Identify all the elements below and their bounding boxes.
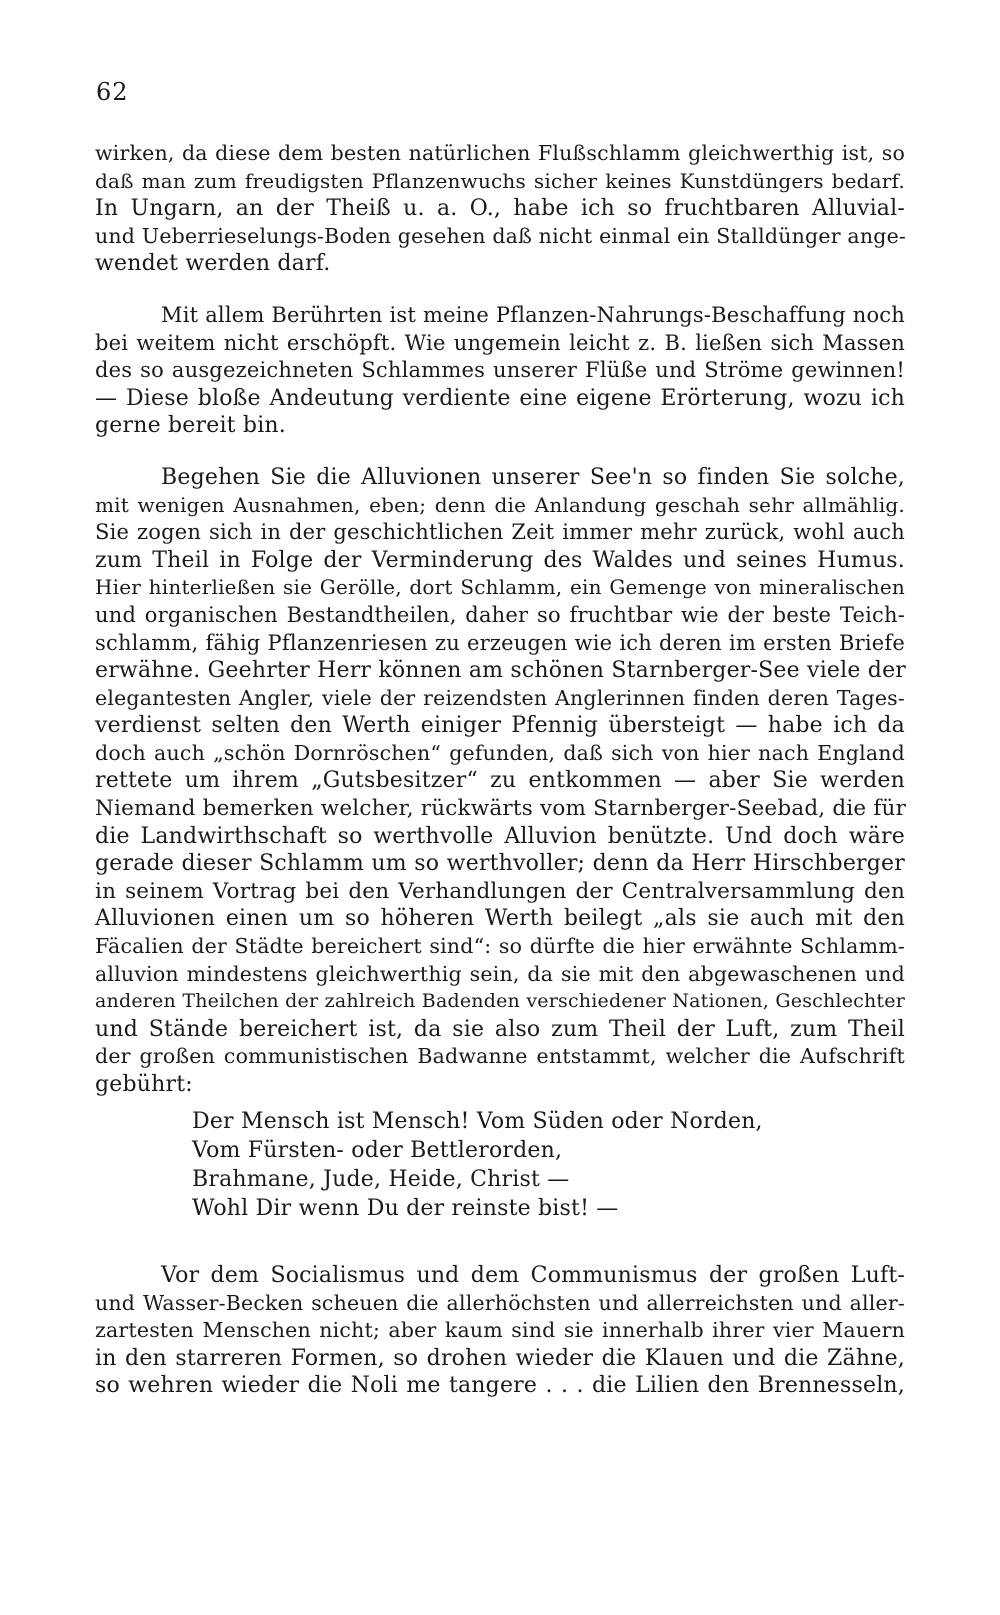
- text-line: doch auch „schön Dornröschen“ gefunden, daß sich von hier nach England: [95, 740, 905, 765]
- text-line: in seinem Vortrag bei den Verhandlungen der Centralversammlung den: [95, 878, 905, 904]
- poem-line: Wohl Dir wenn Du der reinste bist! —: [192, 1196, 619, 1221]
- paragraph-gap: [95, 440, 905, 464]
- main-text: [95, 140, 905, 1099]
- text-line: — Diese bloße Andeutung verdiente eine eigene Erörterung, wozu ich: [95, 385, 905, 411]
- text-line: gerade dieser Schlamm um so werthvoller; denn da Herr Hirschberger: [95, 851, 905, 877]
- text-line: erwähne. Geehrter Herr können am schönen Starnberger-See viele der: [95, 658, 907, 684]
- text-line: und Wasser-Becken scheuen die allerhöchsten und allerreichsten und aller-: [95, 1290, 905, 1315]
- text-line: und Stände bereichert ist, da sie also zum Theil der Luft, zum Theil: [95, 1016, 905, 1042]
- text-line: Hier hinterließen sie Gerölle, dort Schlamm, ein Gemenge von mineralischen: [95, 575, 905, 600]
- poem-quote: [192, 1107, 812, 1223]
- text-line: bei weitem nicht erschöpft. Wie ungemein leicht z. B. ließen sich Massen: [95, 330, 905, 355]
- text-line: rettete um ihrem „Gutsbesitzer“ zu entkommen — aber Sie werden: [95, 768, 905, 794]
- text-line: und organischen Bestandtheilen, daher so fruchtbar wie der beste Teich-: [95, 602, 905, 627]
- poem-line: Vom Fürsten- oder Bettlerorden,: [192, 1138, 563, 1163]
- closing-paragraph: [95, 1262, 905, 1400]
- text-line: verdienst selten den Werth einiger Pfennig übersteigt — habe ich da: [95, 713, 905, 739]
- text-line: wendet werden darf.: [95, 251, 331, 277]
- text-line: alluvion mindestens gleichwerthig sein, da sie mit den abgewaschenen und: [95, 961, 905, 986]
- text-line: Vor dem Socialismus und dem Communismus der großen Luft-: [161, 1263, 905, 1288]
- text-line: gerne bereit bin.: [95, 413, 286, 439]
- text-line: elegantesten Angler, viele der reizendsten Anglerinnen finden deren Tages-: [95, 685, 905, 710]
- poem-line: Der Mensch ist Mensch! Vom Süden oder Norden,: [192, 1109, 763, 1134]
- text-line: zum Theil in Folge der Verminderung des Waldes und seines Humus.: [95, 547, 905, 573]
- text-line: wirken, da diese dem besten natürlichen Flußschlamm gleichwerthig ist, so: [95, 141, 905, 165]
- poem-line: Brahmane, Jude, Heide, Christ —: [192, 1167, 570, 1192]
- text-line: und Ueberrieselungs-Boden gesehen daß nicht einmal ein Stalldünger ange-: [95, 223, 907, 248]
- text-line: Alluvionen einen um so höheren Werth beilegt „als sie auch mit den: [95, 906, 905, 932]
- page-number: 62: [96, 78, 129, 106]
- text-line: schlamm, fähig Pflanzenriesen zu erzeugen wie ich deren im ersten Briefe: [95, 630, 905, 655]
- text-line: anderen Theilchen der zahlreich Badenden verschiedener Nationen, Geschlechter: [95, 990, 905, 1013]
- text-line: in den starreren Formen, so drohen wieder die Klauen und die Zähne,: [95, 1345, 905, 1371]
- text-line: Mit allem Berührten ist meine Pflanzen-Nahrungs-Beschaffung noch: [161, 302, 905, 327]
- text-line: des so ausgezeichneten Schlammes unserer Flüße und Ströme gewinnen!: [95, 358, 905, 383]
- text-line: Niemand bemerken welcher, rückwärts vom Starnberger-Seebad, die für: [95, 796, 907, 822]
- text-line: zartesten Menschen nicht; aber kaum sind sie innerhalb ihrer vier Mauern: [95, 1318, 905, 1343]
- text-line: Fäcalien der Städte bereichert sind“: so dürfte die hier erwähnte Schlamm-: [95, 934, 905, 959]
- text-line: daß man zum freudigsten Pflanzenwuchs sicher keines Kunstdüngers bedarf.: [95, 168, 905, 193]
- text-line: gebührt:: [95, 1072, 193, 1097]
- text-line: der großen communistischen Badwanne entstammt, welcher die Aufschrift: [95, 1044, 905, 1069]
- text-line: Sie zogen sich in der geschichtlichen Zeit immer mehr zurück, wohl auch: [95, 520, 905, 545]
- paragraph-gap: [95, 278, 905, 302]
- text-line: so wehren wieder die Noli me tangere . . . die Lilien den Brennesseln,: [95, 1373, 905, 1399]
- text-line: die Landwirthschaft so werthvolle Alluvion benützte. Und doch wäre: [95, 823, 905, 849]
- text-line: In Ungarn, an der Theiß u. a. O., habe ich so fruchtbaren Alluvial-: [95, 196, 905, 222]
- text-line: Begehen Sie die Alluvionen unserer See'n so finden Sie solche,: [161, 464, 905, 490]
- text-line: mit wenigen Ausnahmen, eben; denn die Anlandung geschah sehr allmählig.: [95, 492, 905, 517]
